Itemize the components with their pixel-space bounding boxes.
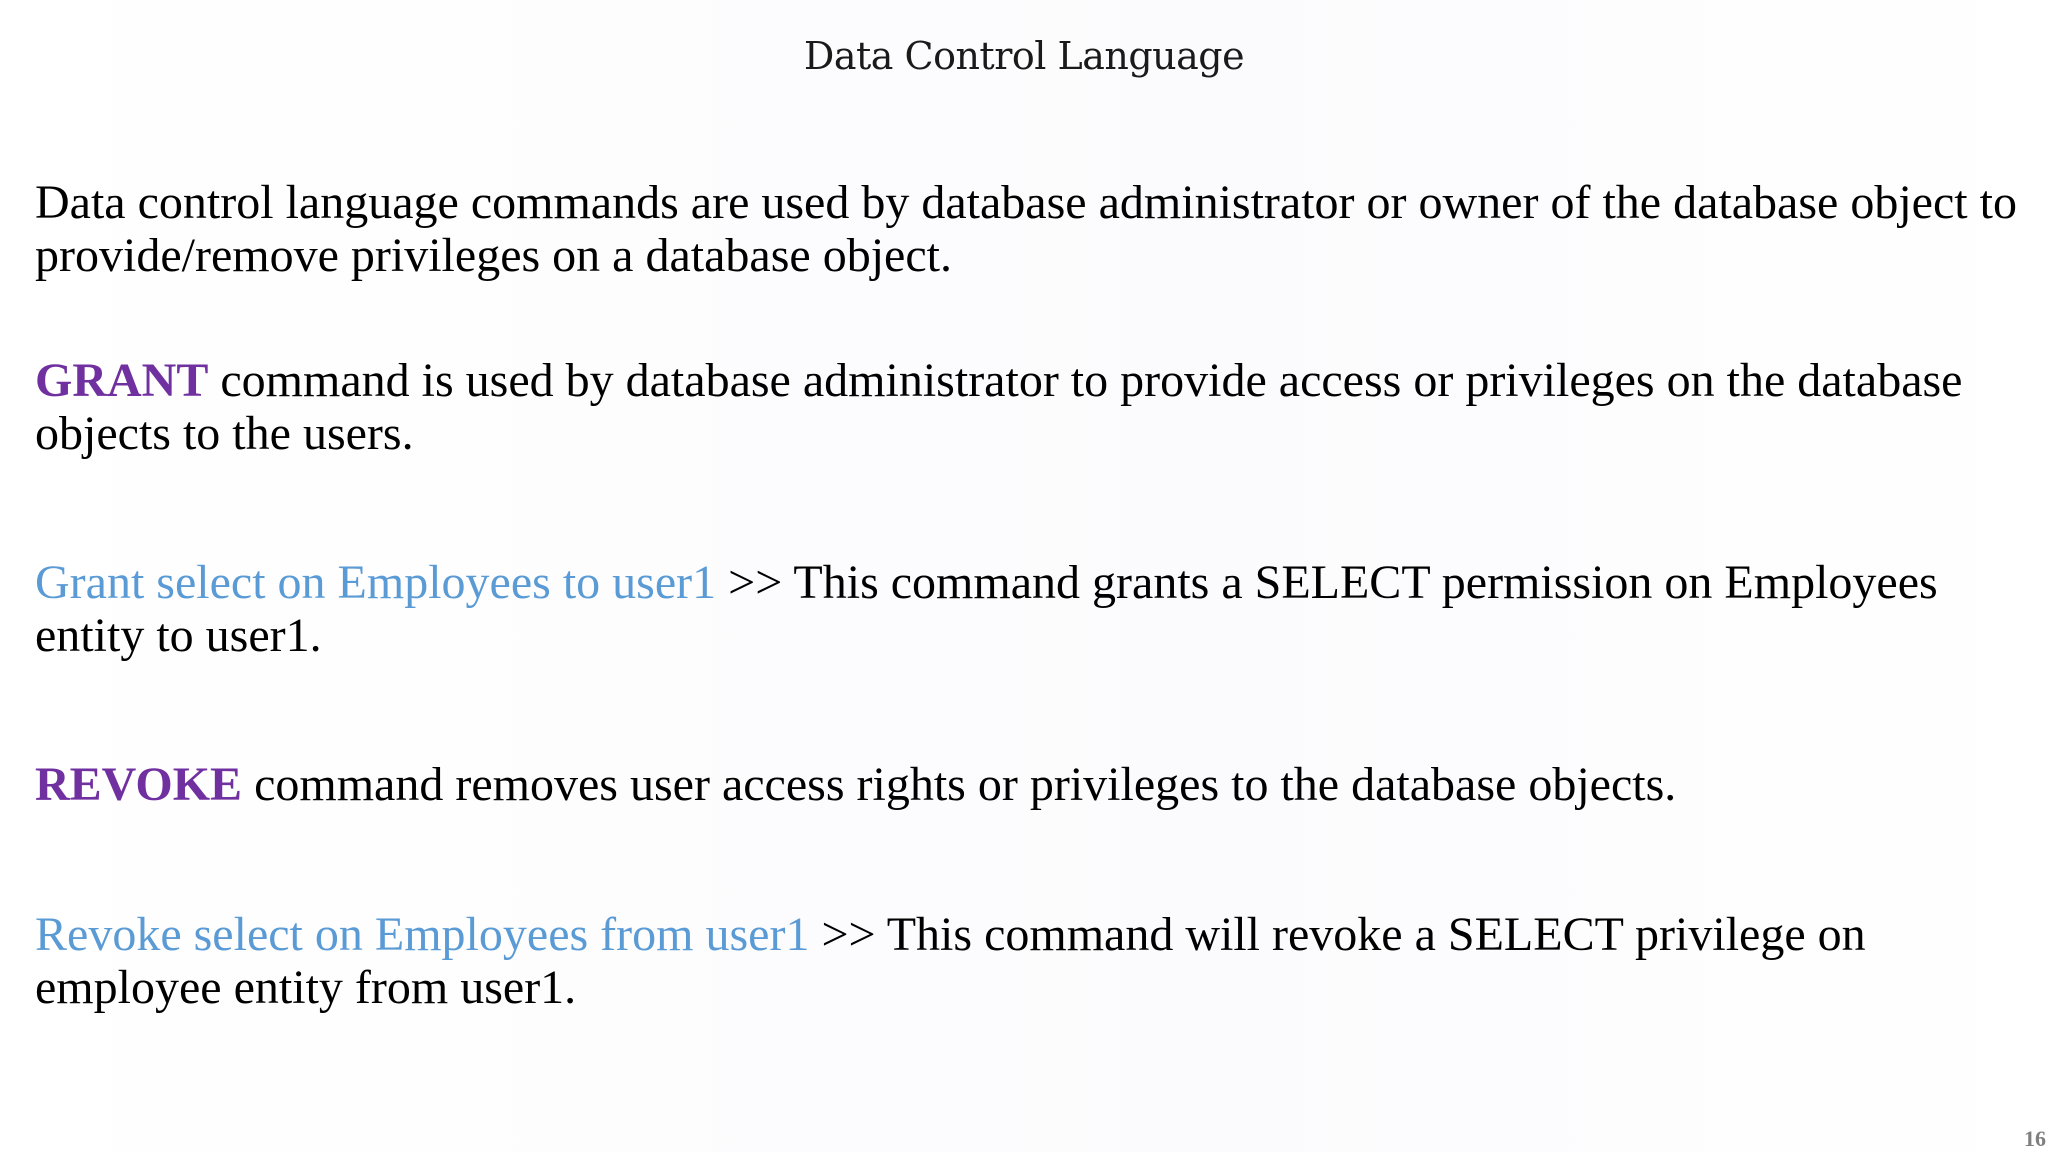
grant-example-paragraph [35, 556, 2030, 662]
revoke-example-description: >> This command will revoke a SELECT privilege on employee entity from user1. [35, 908, 1866, 1014]
grant-paragraph [35, 354, 2030, 460]
revoke-example-command: Revoke select on Employees from user1 [35, 908, 810, 961]
revoke-description: command removes user access rights or privileges to the database objects. [242, 758, 1677, 811]
intro-paragraph [35, 176, 2030, 282]
revoke-keyword: REVOKE [35, 758, 243, 811]
intro-text: Data control language commands are used by database administrator or owner of the database object to provide/remove privileges on a database object. [35, 176, 2017, 282]
page-number: 16 [2024, 1126, 2046, 1151]
revoke-example-paragraph [35, 908, 2030, 1014]
grant-example-command: Grant select on Employees to user1 [35, 556, 717, 609]
slide-title: Data Control Language [803, 34, 1245, 78]
grant-description: command is used by database administrator to provide access or privileges on the database objects to the users. [35, 354, 1963, 460]
revoke-paragraph [35, 758, 2030, 811]
grant-example-description: >> This command grants a SELECT permission on Employees entity to user1. [35, 556, 1938, 662]
grant-keyword: GRANT [35, 354, 209, 407]
